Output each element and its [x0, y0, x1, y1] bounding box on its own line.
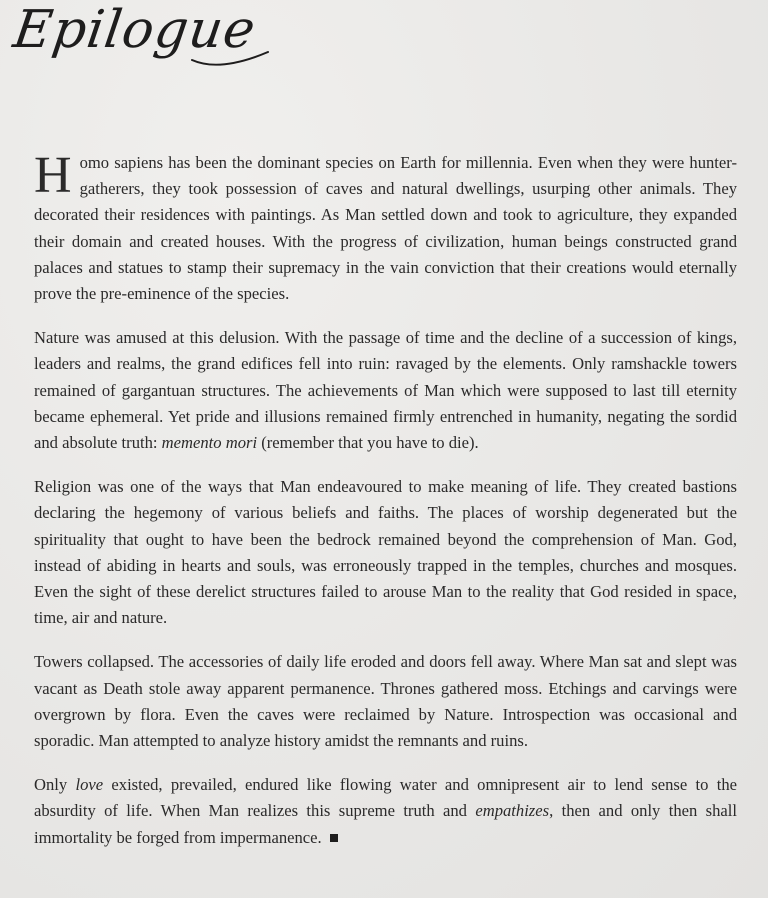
paragraph-2-text-after: (remember that you have to die). [257, 433, 479, 453]
paragraph-4-text: Towers collapsed. The accessories of daily life eroded and doors fell away. Where Man sat and slept was vacant as Death stole away apparent permanence. Thrones gathered moss. Etchings and carvings were overgrown by flora. Even the caves were reclaimed by Nature. Introspection was occasional and sporadic. Man attempted to analyze history amidst the remnants and ruins. [34, 652, 737, 751]
paragraph-1-text: omo sapiens has been the dominant species on Earth for millennia. Even when they were hunter-gatherers, they took possession of caves and natural dwellings, usurping other animals. They decorated their residences with paintings. As Man settled down and took to agriculture, they expanded their domain and created houses. With the progress of civilization, human beings constructed grand palaces and statues to stamp their supremacy in the vain conviction that their creations would eternally prove the pre-eminence of the species. [34, 153, 737, 304]
paragraph-5-text-1: Only [34, 775, 76, 795]
paragraph-5-emphasis-1: love [75, 775, 104, 795]
paragraph-5 [34, 772, 737, 851]
paragraph-1 [34, 147, 737, 307]
paragraph-5-text-3: , then and only then shall immortality be forged from impermanence. [34, 801, 737, 847]
page-title: Epilogue [9, 0, 260, 60]
paragraph-3-text: Religion was one of the ways that Man endeavoured to make meaning of life. They created bastions declaring the hegemony of various beliefs and faiths. The places of worship degenerated but the spirituality that ought to have been the bedrock remained beyond the comprehension of Man. God, instead of abiding in hearts and souls, was erroneously trapped in the temples, churches and mosques. Even the sight of these derelict structures failed to arouse Man to the reality that God resided in space, time, air and nature. [34, 477, 737, 628]
drop-cap: H [34, 147, 72, 204]
paragraph-5-emphasis-2: empathizes [475, 801, 550, 821]
end-mark-icon [330, 834, 338, 842]
title-flourish [190, 38, 270, 78]
paragraph-3 [34, 474, 737, 631]
paragraph-2-emphasis: memento mori [161, 433, 258, 453]
paragraph-2 [34, 325, 737, 456]
paragraph-2-text-before: Nature was amused at this delusion. With the passage of time and the decline of a succession of kings, leaders and realms, the grand edifices fell into ruin: ravaged by the elements. Only ramshackle towers remained of gargantuan structures. The achievements of Man which were supposed to last till eternity became ephemeral. Yet pride and illusions remained firmly entrenched in humanity, negating the sordid and absolute truth: [34, 328, 737, 453]
paragraph-4 [34, 649, 737, 754]
paragraph-5-text-2: existed, prevailed, endured like flowing water and omnipresent air to lend sense to the absurdity of life. When Man realizes this supreme truth and [34, 775, 737, 821]
article-body [34, 147, 737, 869]
